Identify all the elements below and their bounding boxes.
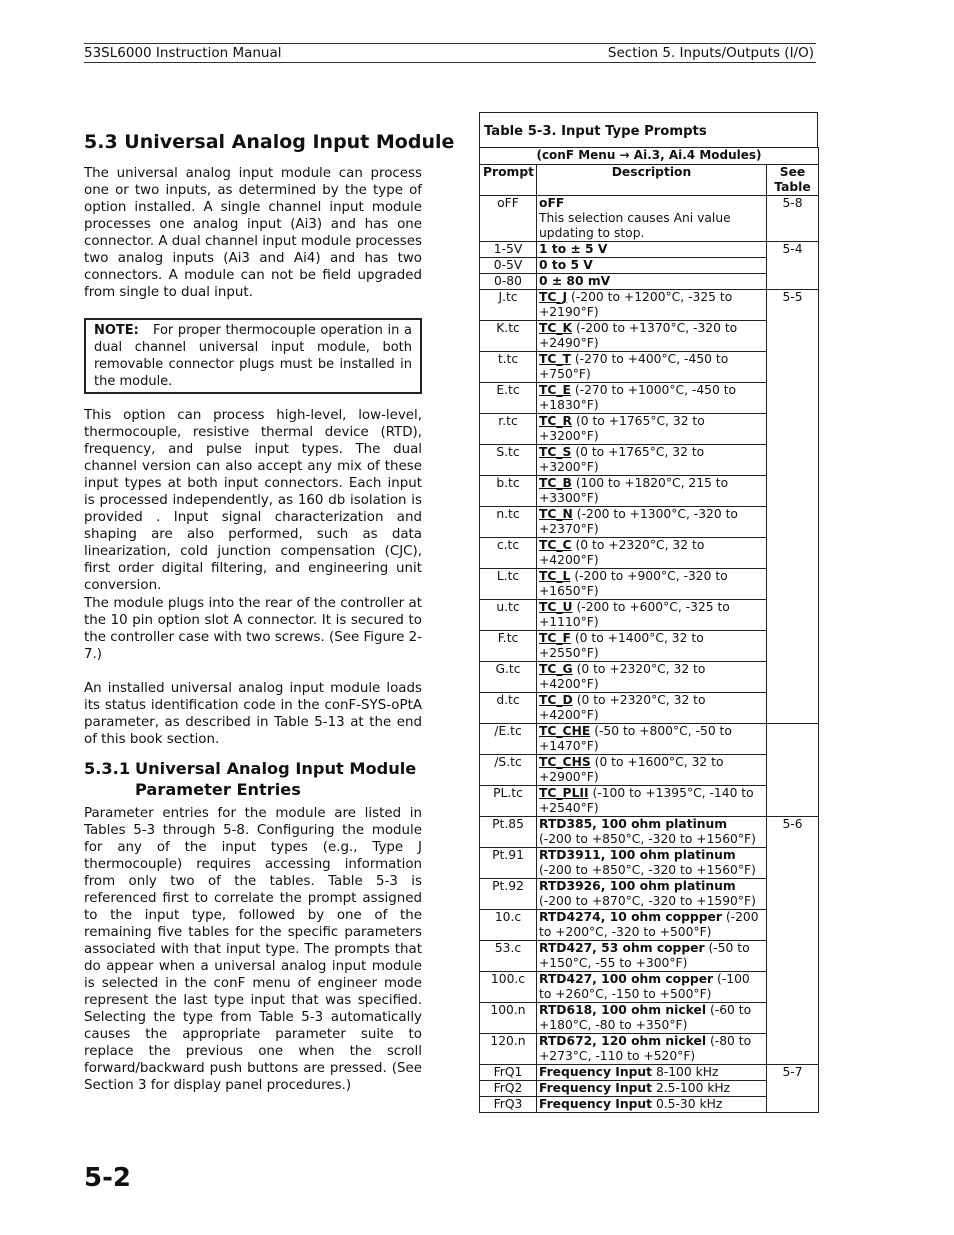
input-type-name: 0 ± 80 mV — [539, 274, 611, 288]
input-type-range: (0 to +1600°C, 32 to +2900°F) — [539, 755, 724, 784]
input-type-range: (-200 to +1300°C, -320 to +2370°F) — [539, 507, 738, 536]
header-section-title: Section 5. Inputs/Outputs (I/O) — [607, 45, 814, 61]
input-type-range: (-80 to +273°C, -110 to +520°F) — [539, 1034, 752, 1063]
table-title: Table 5-3. Input Type Prompts — [479, 112, 818, 147]
description-cell — [537, 414, 767, 445]
input-type-range: This selection causes Ani value updating to stop. — [539, 211, 731, 240]
table-row — [480, 196, 819, 242]
description-cell — [537, 910, 767, 941]
input-type-range: (-200 to +600°C, -325 to +1110°F) — [539, 600, 730, 629]
input-type-name: TC_B — [539, 476, 572, 490]
input-type-name: Frequency Input — [539, 1065, 653, 1079]
note-label: NOTE: — [94, 323, 139, 338]
input-type-range: (-200 to +1370°C, -320 to +2490°F) — [539, 321, 738, 350]
note-text: For proper thermocouple operation in a dual channel universal input module, both removable connector plugs must be installed in the module. — [94, 323, 412, 389]
header-manual-title: 53SL6000 Instruction Manual — [84, 45, 282, 61]
input-type-name: TC_PLII — [539, 786, 589, 800]
input-type-range: (-200 to +200°C, -320 to +500°F) — [539, 910, 759, 939]
input-type-range: (-200 to +1200°C, -325 to +2190°F) — [539, 290, 733, 319]
table-body — [480, 196, 819, 1113]
table-subtitle: (conF Menu → Ai.3, Ai.4 Modules) — [480, 148, 819, 165]
subsection-heading — [84, 758, 416, 800]
input-type-name: TC_C — [539, 538, 572, 552]
input-type-name: TC_CHS — [539, 755, 591, 769]
input-type-name: RTD4274, 10 ohm coppper — [539, 910, 722, 924]
see-table-cell: 5-6 — [767, 817, 819, 1065]
input-type-name: TC_U — [539, 600, 573, 614]
input-type-range: (-50 to +800°C, -50 to +1470°F) — [539, 724, 732, 753]
prompt-cell: K.tc — [480, 321, 537, 352]
input-type-name: TC_E — [539, 383, 571, 397]
input-type-range: (-100 to +260°C, -150 to +500°F) — [539, 972, 750, 1001]
input-type-name: TC_G — [539, 662, 573, 676]
page-number: 5-2 — [84, 1163, 131, 1193]
description-cell — [537, 507, 767, 538]
description-cell — [537, 196, 767, 242]
description-cell — [537, 600, 767, 631]
description-cell — [537, 817, 767, 848]
description-cell — [537, 1081, 767, 1097]
description-cell — [537, 786, 767, 817]
input-type-range: (0 to +2320°C, 32 to +4200°F) — [539, 538, 705, 567]
table-row — [480, 817, 819, 848]
description-cell — [537, 242, 767, 258]
running-header — [84, 43, 816, 63]
input-type-name: RTD427, 53 ohm copper — [539, 941, 705, 955]
input-type-range: (-50 to +150°C, -55 to +300°F) — [539, 941, 750, 970]
prompt-cell: FrQ1 — [480, 1065, 537, 1081]
input-type-name: TC_K — [539, 321, 573, 335]
input-type-name: TC_T — [539, 352, 571, 366]
input-type-name: TC_F — [539, 631, 571, 645]
input-type-range: (0 to +1765°C, 32 to +3200°F) — [539, 414, 705, 443]
description-cell — [537, 1097, 767, 1113]
input-type-name: RTD3911, 100 ohm platinum — [539, 848, 736, 862]
input-type-name: TC_D — [539, 693, 573, 707]
prompt-cell: Pt.92 — [480, 879, 537, 910]
prompt-cell: c.tc — [480, 538, 537, 569]
input-type-range: (100 to +1820°C, 215 to +3300°F) — [539, 476, 729, 505]
description-cell — [537, 972, 767, 1003]
description-cell — [537, 848, 767, 879]
description-cell — [537, 476, 767, 507]
prompt-cell: /E.tc — [480, 724, 537, 755]
description-cell — [537, 724, 767, 755]
subsection-number: 5.3.1 — [84, 759, 131, 778]
prompt-cell: oFF — [480, 196, 537, 242]
prompt-cell: d.tc — [480, 693, 537, 724]
input-type-name: TC_S — [539, 445, 572, 459]
section-paragraph-4: An installed universal analog input module loads its status identification code in the conF-SYS-oPtA parameter, as described in Table 5-13 at the end of this book section. — [84, 681, 422, 747]
prompt-cell: J.tc — [480, 290, 537, 321]
prompt-cell: F.tc — [480, 631, 537, 662]
input-type-name: TC_J — [539, 290, 568, 304]
input-type-range: (-270 to +400°C, -450 to +750°F) — [539, 352, 729, 381]
description-cell — [537, 941, 767, 972]
input-type-name: TC_R — [539, 414, 573, 428]
prompt-cell: n.tc — [480, 507, 537, 538]
table-row — [480, 724, 819, 755]
see-table-cell: 5-8 — [767, 196, 819, 242]
input-type-range: (-200 to +850°C, -320 to +1560°F) — [539, 863, 756, 877]
input-type-range: (-60 to +180°C, -80 to +350°F) — [539, 1003, 752, 1032]
prompt-cell: 10.c — [480, 910, 537, 941]
input-type-range: (-200 to +900°C, -320 to +1650°F) — [539, 569, 728, 598]
column-header-prompt: Prompt — [480, 165, 537, 196]
description-cell — [537, 1034, 767, 1065]
prompt-cell: Pt.91 — [480, 848, 537, 879]
input-type-range: 8-100 kHz — [652, 1065, 719, 1079]
description-cell — [537, 879, 767, 910]
input-type-name: TC_CHE — [539, 724, 591, 738]
input-type-name: RTD618, 100 ohm nickel — [539, 1003, 707, 1017]
description-cell — [537, 1065, 767, 1081]
input-type-name: TC_N — [539, 507, 573, 521]
section-paragraph-2: This option can process high-level, low-level, thermocouple, resistive thermal device (RTD), frequency, and pulse input types. The dual channel version can also accept any mix of these input types at both input connectors. Each input is processed independently, as 160 db isolation is provided . Input signal characterization and shaping are also performed, such as data linearization, cold junction compensation (CJC), first order digital filtering, and engineering unit conversion. — [84, 408, 422, 593]
description-cell — [537, 445, 767, 476]
column-header-see-table: See Table — [767, 165, 819, 196]
input-type-range: (0 to +1765°C, 32 to +3200°F) — [539, 445, 705, 474]
input-type-prompts-table — [479, 112, 818, 1111]
prompt-cell: 100.c — [480, 972, 537, 1003]
section-heading: 5.3 Universal Analog Input Module — [84, 131, 455, 153]
prompt-cell: G.tc — [480, 662, 537, 693]
description-cell — [537, 321, 767, 352]
description-cell — [537, 538, 767, 569]
input-type-name: RTD427, 100 ohm copper — [539, 972, 714, 986]
input-type-name: RTD385, 100 ohm platinum — [539, 817, 728, 831]
input-type-name: TC_L — [539, 569, 571, 583]
prompt-cell: t.tc — [480, 352, 537, 383]
input-type-range: (0 to +2320°C, 32 to +4200°F) — [539, 693, 706, 722]
description-cell — [537, 1003, 767, 1034]
description-cell — [537, 258, 767, 274]
input-type-name: RTD672, 120 ohm nickel — [539, 1034, 707, 1048]
description-cell — [537, 290, 767, 321]
input-type-name: 1 to ± 5 V — [539, 242, 608, 256]
prompt-cell: PL.tc — [480, 786, 537, 817]
prompt-cell: b.tc — [480, 476, 537, 507]
input-type-range: (0 to +2320°C, 32 to +4200°F) — [539, 662, 706, 691]
input-type-range: 0.5-30 kHz — [652, 1097, 723, 1111]
see-table-cell: 5-4 — [767, 242, 819, 290]
prompt-cell: /S.tc — [480, 755, 537, 786]
table-row — [480, 1065, 819, 1081]
description-cell — [537, 631, 767, 662]
note-box — [84, 318, 422, 394]
description-cell — [537, 755, 767, 786]
table-row — [480, 242, 819, 258]
prompt-cell: r.tc — [480, 414, 537, 445]
prompt-cell: FrQ3 — [480, 1097, 537, 1113]
description-cell — [537, 274, 767, 290]
input-type-range: (-200 to +870°C, -320 to +1590°F) — [539, 894, 756, 908]
table-row — [480, 290, 819, 321]
input-type-range: (0 to +1400°C, 32 to +2550°F) — [539, 631, 704, 660]
prompt-cell: 1-5V — [480, 242, 537, 258]
input-type-name: oFF — [539, 196, 565, 210]
prompt-cell: Pt.85 — [480, 817, 537, 848]
subsection-paragraph: Parameter entries for the module are listed in Tables 5-3 through 5-8. Configuring the module for any of the input types (e.g., Type J thermocouple) requires accessing information from only two of the tables. Table 5-3 is referenced first to correlate the prompt assigned to the input type, followed by one of the remaining five tables for the specific parameters associated with that input type. The prompts that do appear when a universal analog input module is selected in the conF menu of engineer mode represent the last type input that was specified. Selecting the type from Table 5-3 automatically causes the appropriate parameter suite to replace the previous one when the scroll forward/backward push buttons are pressed. (See Section 3 for display panel procedures.) — [84, 806, 422, 1093]
input-type-range: (-200 to +850°C, -320 to +1560°F) — [539, 832, 756, 846]
section-paragraph-3: The module plugs into the rear of the controller at the 10 pin option slot A connector. It is secured to the controller case with two screws. (See Figure 2-7.) — [84, 596, 422, 662]
input-type-range: 2.5-100 kHz — [652, 1081, 731, 1095]
prompt-cell: FrQ2 — [480, 1081, 537, 1097]
prompt-cell: u.tc — [480, 600, 537, 631]
input-type-range: (-100 to +1395°C, -140 to +2540°F) — [539, 786, 754, 815]
description-cell — [537, 352, 767, 383]
prompt-cell: S.tc — [480, 445, 537, 476]
description-cell — [537, 693, 767, 724]
column-header-description: Description — [537, 165, 767, 196]
prompt-cell: 0-5V — [480, 258, 537, 274]
input-type-name: Frequency Input — [539, 1081, 653, 1095]
input-type-name: 0 to 5 V — [539, 258, 593, 272]
prompt-cell: 53.c — [480, 941, 537, 972]
section-paragraph-1: The universal analog input module can process one or two inputs, as determined by the type of option installed. A single channel input module processes one analog input (Ai3) and has one connector. A dual channel input module processes two analog inputs (Ai3 and Ai4) and has two connectors. A module can not be field upgraded from single to dual input. — [84, 166, 423, 300]
input-type-name: RTD3926, 100 ohm platinum — [539, 879, 736, 893]
description-cell — [537, 662, 767, 693]
input-type-name: Frequency Input — [539, 1097, 653, 1111]
prompt-cell: 100.n — [480, 1003, 537, 1034]
input-type-range: (-270 to +1000°C, -450 to +1830°F) — [539, 383, 737, 412]
prompt-cell: L.tc — [480, 569, 537, 600]
subsection-title-line1: Universal Analog Input Module — [135, 759, 417, 778]
description-cell — [537, 383, 767, 414]
see-table-cell: 5-7 — [767, 1065, 819, 1113]
subsection-title-line2: Parameter Entries — [135, 780, 301, 799]
description-cell — [537, 569, 767, 600]
prompt-cell: E.tc — [480, 383, 537, 414]
prompt-cell: 0-80 — [480, 274, 537, 290]
see-table-cell: 5-5 — [767, 290, 819, 724]
prompt-cell: 120.n — [480, 1034, 537, 1065]
see-table-cell — [767, 724, 819, 817]
table-grid — [479, 147, 819, 1113]
